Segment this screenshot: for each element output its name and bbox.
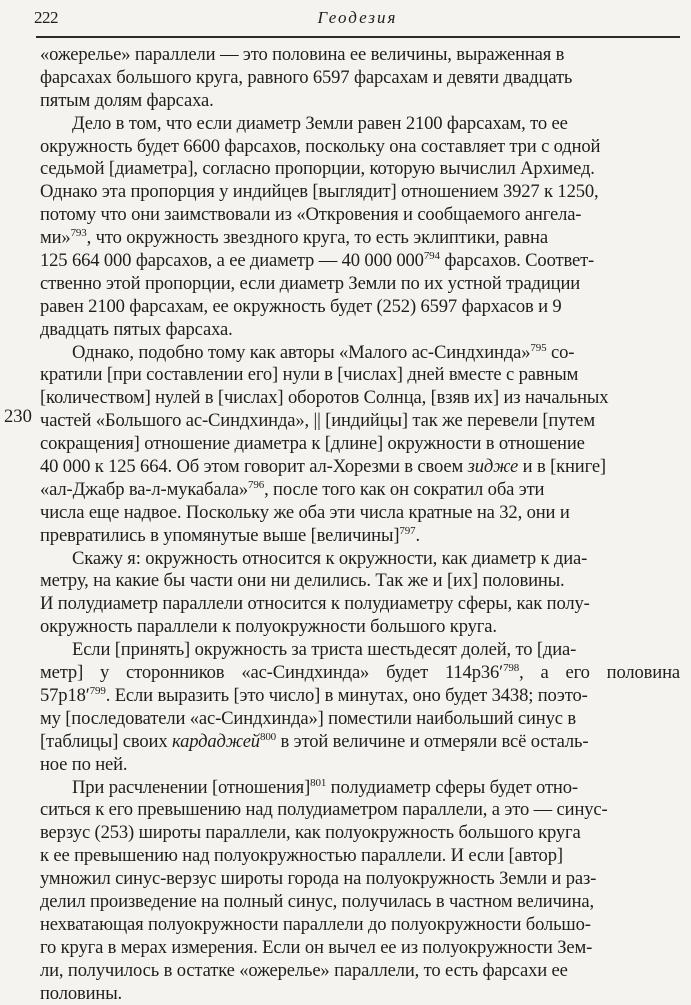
text-line xyxy=(40,570,680,593)
line-text: делил произведение на полный синус, получилась в частном величина, xyxy=(40,890,594,912)
footnote-ref: 797 xyxy=(399,524,416,537)
page-number: 222 xyxy=(34,8,58,27)
italic-term: зидже xyxy=(467,456,519,478)
line-text: ми» xyxy=(40,227,71,249)
line-text-continued: , что окружность звездного круга, то есть эклиптики, равна xyxy=(86,227,548,249)
line-text-continued: , после того как он сократил оба эти xyxy=(264,478,545,500)
line-text: Однако эта пропорция у индийцев [выглядит] отношением 3927 к 1250, xyxy=(40,181,599,203)
text-line xyxy=(40,456,680,479)
line-text: седьмой [диаметра], согласно пропорции, которую вычислил Архимед. xyxy=(40,158,595,180)
line-text: [таблицы] своих xyxy=(40,730,173,752)
text-line xyxy=(40,822,680,845)
line-text: 40 000 к 125 664. Об этом говорит ал-Хорезми в своем xyxy=(40,456,468,478)
margin-line-number: 230 xyxy=(4,406,32,427)
text-line xyxy=(40,960,680,983)
text-line xyxy=(40,136,680,159)
line-text: числа еще надвое. Поскольку же оба эти числа кратные на 32, они и xyxy=(40,501,570,523)
line-text: превратились в упомянутые выше [величины] xyxy=(40,524,400,546)
line-text-continued: со- xyxy=(546,341,575,363)
text-line xyxy=(40,502,680,525)
line-text-continued: , а его половина xyxy=(519,662,680,684)
text-line xyxy=(40,525,680,548)
text-line xyxy=(40,342,680,365)
line-text: умножил синус-верзус широты города на полуокружность Земли и раз- xyxy=(40,868,597,890)
line-text: окружность будет 6600 фарсахов, поскольку она составляет три с одной xyxy=(40,135,601,157)
line-text: 57р18′ xyxy=(40,684,90,706)
line-text: 125 664 000 фарсахов, а ее диаметр — 40 000 000 xyxy=(40,250,424,272)
text-line xyxy=(40,639,680,662)
line-text: Скажу я: окружность относится к окружности, как диаметр к диа- xyxy=(72,547,588,569)
text-line xyxy=(40,662,680,685)
footnote-ref: 798 xyxy=(503,662,520,675)
line-text: равен 2100 фарсахам, ее окружность будет (252) 6597 фархасов и 9 xyxy=(40,295,562,317)
running-title: Геодезия xyxy=(317,8,398,27)
text-line xyxy=(40,181,680,204)
text-line xyxy=(40,548,680,571)
text-line xyxy=(40,158,680,181)
text-line xyxy=(40,891,680,914)
line-text: частей «Большого ас-Синдхинда», || [индийцы] так же перевели [путем xyxy=(40,410,596,432)
text-line xyxy=(40,364,680,387)
line-text: Однако, подобно тому как авторы «Малого ас-Синдхинда» xyxy=(72,341,531,363)
line-text: фарсахах большого круга, равного 6597 фарсахам и девяти двадцать xyxy=(40,66,573,88)
footnote-ref: 795 xyxy=(530,341,547,354)
line-text: Дело в том, что если диаметр Земли равен 2100 фарсахам, то ее xyxy=(72,112,568,134)
text-line xyxy=(40,708,680,731)
text-line xyxy=(40,754,680,777)
text-line xyxy=(40,410,680,433)
text-line xyxy=(40,433,680,456)
text-line xyxy=(40,44,680,67)
footnote-ref: 801 xyxy=(310,776,327,789)
page-header xyxy=(34,4,681,38)
italic-term: кардаджей xyxy=(172,730,260,752)
text-line xyxy=(40,616,680,639)
text-line xyxy=(40,113,680,136)
line-text: му [последователи «ас-Синдхинда»] поместили наибольший синус в xyxy=(40,707,576,729)
footnote-ref: 793 xyxy=(70,227,87,240)
text-line xyxy=(40,937,680,960)
text-line xyxy=(40,983,680,1005)
footnote-ref: 794 xyxy=(423,250,440,263)
line-text-continued: фарсахов. Соответ- xyxy=(439,250,595,272)
text-line xyxy=(40,67,680,90)
line-text-continued: и в [книге] xyxy=(518,456,606,478)
text-line xyxy=(40,319,680,342)
line-text: ное по ней. xyxy=(40,753,128,775)
line-text: потому что они заимствовали из «Откровения и сообщаемого ангела- xyxy=(40,204,582,226)
text-line xyxy=(40,845,680,868)
line-text: пятым долям фарсаха. xyxy=(40,89,214,111)
line-text: И полудиаметр параллели относится к полудиаметру сферы, как полу- xyxy=(40,593,590,615)
page-body-text xyxy=(40,44,680,1005)
line-text: «ал-Джабр ва-л-мукабала» xyxy=(40,478,248,500)
text-line xyxy=(40,914,680,937)
line-text: ли, получилось в остатке «ожерелье» параллели, то есть фарсахи ее xyxy=(40,959,568,981)
footnote-ref: 796 xyxy=(248,478,265,491)
line-text: верзус (253) широты параллели, как полуокружность большого круга xyxy=(40,822,581,844)
line-text: При расчленении [отношения] xyxy=(72,776,311,798)
text-line xyxy=(40,227,680,250)
text-line xyxy=(40,868,680,891)
line-text: метр] у сторонников «ас-Синдхинда» будет 114р36′ xyxy=(40,662,504,684)
text-line xyxy=(40,685,680,708)
text-line xyxy=(40,296,680,319)
line-text-continued: . xyxy=(415,524,420,546)
line-text: сокращения] отношение диаметра к [длине] окружности в отношение xyxy=(40,433,585,455)
footnote-ref: 800 xyxy=(259,730,277,743)
text-line xyxy=(40,479,680,502)
text-line xyxy=(40,799,680,822)
line-text-continued: в этой величине и отмеряли всё осталь- xyxy=(276,730,589,752)
header-rule xyxy=(36,36,680,38)
text-line xyxy=(40,387,680,410)
text-line xyxy=(40,90,680,113)
line-text: ситься к его превышению над полудиаметром параллели, а это — синус- xyxy=(40,799,608,821)
text-line xyxy=(40,273,680,296)
line-text: к ее превышению над полуокружностью параллели. И если [автор] xyxy=(40,845,563,867)
line-text: го круга в мерах измерения. Если он вычел ее из полуокружности Зем- xyxy=(40,936,593,958)
line-text: окружность параллели к полуокружности большого круга. xyxy=(40,616,497,638)
text-line xyxy=(40,593,680,616)
line-text-continued: полудиаметр сферы будет отно- xyxy=(326,776,578,798)
footnote-ref: 799 xyxy=(89,684,106,697)
line-text: нехватающая полуокружности параллели до полуокружности большо- xyxy=(40,913,591,935)
line-text: метру, на какие бы части они ни делились. Так же и [их] половины. xyxy=(40,570,565,592)
text-line xyxy=(40,731,680,754)
line-text-continued: . Если выразить [это число] в минутах, оно будет 3438; поэто- xyxy=(105,684,588,706)
line-text: кратили [при составлении его] нули в [числах] дней вместе с равным xyxy=(40,364,579,386)
text-line xyxy=(40,250,680,273)
line-text: [количеством] нулей в [числах] оборотов Солнца, [взяв их] из начальных xyxy=(40,387,609,409)
text-line xyxy=(40,204,680,227)
line-text: половины. xyxy=(40,982,123,1004)
line-text: «ожерелье» параллели — это половина ее величины, выраженная в xyxy=(40,44,565,65)
line-text: ственно этой пропорции, если диаметр Земли по их устной традиции xyxy=(40,272,581,294)
line-text: Если [принять] окружность за триста шестьдесят долей, то [диа- xyxy=(72,639,577,661)
line-text: двадцать пятых фарсаха. xyxy=(40,318,233,340)
text-line xyxy=(40,777,680,800)
